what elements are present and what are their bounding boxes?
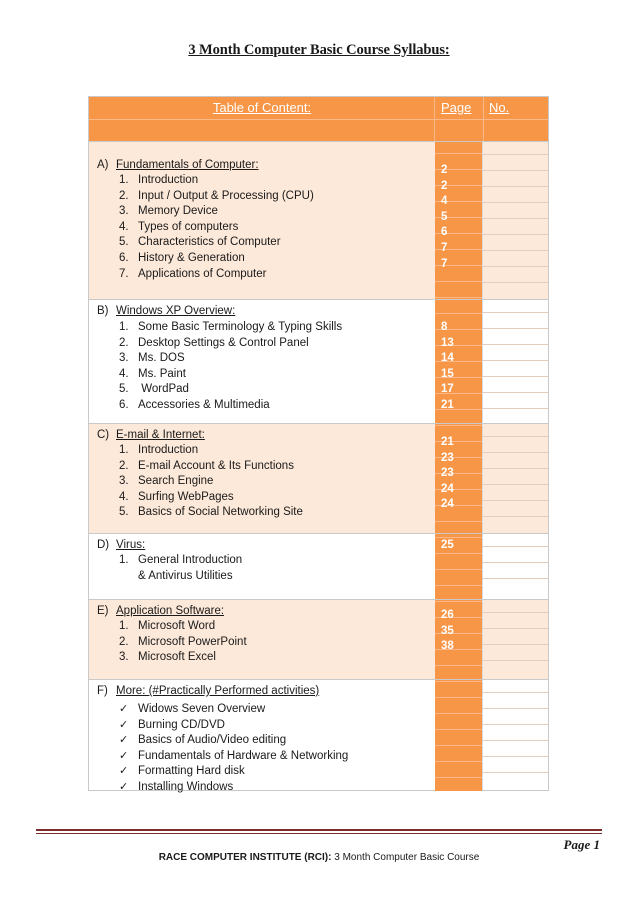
item-number: 4. [119,220,129,233]
section-letter: F) [97,685,108,697]
page-number: 13 [441,336,454,349]
toc-item [119,443,198,458]
item-text: General Introduction [138,554,243,566]
toc-section [89,423,548,533]
item-number: 5. [119,383,129,396]
toc-item [119,779,233,795]
item-text: History & Generation [138,252,245,264]
toc-item [119,267,266,282]
section-heading-text: More: (#Practically Performed activities) [116,685,320,697]
page-number: 14 [441,352,454,365]
item-text: Basics of Audio/Video editing [138,734,287,747]
item-text: Microsoft PowerPoint [138,635,247,648]
item-number: 1. [119,554,129,566]
page-number: 25 [441,539,454,551]
toc-item [119,717,225,733]
section-heading [97,684,319,699]
item-text: & Antivirus Utilities [138,569,233,582]
footer-rule [36,829,602,831]
item-text: Fundamentals of Hardware & Networking [138,749,349,762]
toc-item [119,701,265,717]
item-number: 1. [119,620,129,632]
toc-item [119,505,303,520]
item-number: 2. [119,635,129,648]
toc-item [119,490,234,505]
section-letter: C) [97,429,110,441]
page-number: 6 [441,226,448,239]
toc-item [119,650,216,665]
item-text: Memory Device [138,205,218,218]
toc-item [119,619,215,634]
item-text: Input / Output & Processing (CPU) [138,189,314,202]
page-number: 35 [441,624,454,637]
page-number: 17 [441,383,454,396]
toc-item [119,204,218,219]
checkmark-icon: ✓ [119,764,129,778]
item-text: Applications of Computer [138,267,267,280]
page-number: 7 [441,242,448,254]
toc-section [89,679,548,791]
page-number: 7 [441,257,448,270]
page-number: 21 [441,399,454,411]
toc-section [89,533,548,599]
toc-section [89,141,548,299]
item-text: Introduction [138,444,199,456]
footer-text [0,852,638,863]
toc-item [119,189,314,204]
item-text: Burning CD/DVD [138,718,225,731]
item-number: 6. [119,252,129,264]
toc-item [119,382,189,397]
item-text: Formatting Hard disk [138,765,245,778]
footer-course: 3 Month Computer Basic Course [331,852,480,863]
section-letter: A) [97,159,109,171]
section-heading [97,538,145,553]
item-number: 3. [119,205,129,218]
section-heading [97,604,224,619]
item-number: 2. [119,336,129,349]
toc-item [119,763,245,779]
section-heading-text: Application Software: [116,605,225,617]
page-number: 5 [441,210,448,223]
item-text: Types of computers [138,220,239,233]
toc-section [89,599,548,679]
table-header [89,97,548,141]
toc-item [119,569,233,584]
item-text: Surfing WebPages [138,490,234,503]
page-number: 2 [441,164,448,176]
toc-item [119,553,242,568]
toc-item [119,398,270,413]
toc-item [119,459,294,474]
item-number: 4. [119,367,129,380]
header-no: No. [489,100,510,115]
header-title: Table of Content: [212,100,312,115]
item-number: 3. [119,352,129,365]
item-text: Widows Seven Overview [138,703,266,715]
toc-item [119,220,238,235]
page-number: 15 [441,367,454,380]
page-number: 23 [441,467,454,480]
item-number: 2. [119,189,129,202]
footer-rule-thin [36,833,602,834]
item-number: 1. [119,321,129,333]
toc-item [119,367,186,382]
item-text: Ms. DOS [138,352,185,365]
page-number: 2 [441,179,448,192]
section-heading [97,158,259,173]
checkmark-icon: ✓ [119,733,129,747]
checkmark-icon: ✓ [119,717,129,731]
page-number: 21 [441,436,454,448]
footer-page-number: Page 1 [563,837,600,852]
toc-item [119,336,309,351]
item-number: 6. [119,399,129,411]
item-text: Ms. Paint [138,367,186,380]
item-text: Accessories & Multimedia [138,399,270,411]
item-text: Characteristics of Computer [138,236,281,249]
section-heading-text: E-mail & Internet: [116,429,205,441]
item-text: Introduction [138,174,199,186]
section-letter: B) [97,305,109,317]
item-number: 5. [119,236,129,249]
page-number: 8 [441,321,448,333]
document-title: 3 Month Computer Basic Course Syllabus: [188,42,450,58]
page-number: 4 [441,195,448,208]
page-number: 23 [441,451,454,464]
toc-item [119,748,348,764]
checkmark-icon: ✓ [119,748,129,762]
item-text: Search Engine [138,475,214,488]
item-number: 1. [119,444,129,456]
item-text: Desktop Settings & Control Panel [138,336,309,349]
item-text: WordPad [138,383,189,396]
item-number: 7. [119,267,129,280]
toc-section [89,299,548,423]
page-number: 24 [441,498,454,511]
table-of-contents [88,96,549,791]
section-heading [97,428,205,443]
item-text: Some Basic Terminology & Typing Skills [138,321,343,333]
footer-institute: RACE COMPUTER INSTITUTE (RCI): [158,852,332,863]
item-number: 1. [119,174,129,186]
toc-item [119,351,185,366]
page-number: 38 [441,640,454,653]
item-text: Basics of Social Networking Site [138,506,303,519]
toc-item [119,251,245,266]
item-number: 3. [119,475,129,488]
item-number: 4. [119,490,129,503]
toc-item [119,732,286,748]
section-heading-text: Virus: [116,539,146,551]
toc-item [119,635,247,650]
item-text: Microsoft Excel [138,651,216,664]
section-heading [97,304,235,319]
item-text: Microsoft Word [138,620,216,632]
toc-item [119,320,342,335]
toc-item [119,474,213,489]
header-page: Page [441,100,472,115]
toc-item [119,235,281,250]
page-number: 24 [441,482,454,495]
section-letter: E) [97,605,109,617]
item-number: 3. [119,651,129,664]
checkmark-icon: ✓ [119,780,129,793]
item-text: E-mail Account & Its Functions [138,459,294,472]
toc-item [119,173,198,188]
page-number: 26 [441,609,454,621]
section-heading-text: Windows XP Overview: [116,305,236,317]
section-heading-text: Fundamentals of Computer: [116,159,259,171]
item-number: 5. [119,506,129,519]
checkmark-icon: ✓ [119,702,129,715]
section-letter: D) [97,539,110,551]
item-number: 2. [119,459,129,472]
item-text: Installing Windows [138,781,234,793]
